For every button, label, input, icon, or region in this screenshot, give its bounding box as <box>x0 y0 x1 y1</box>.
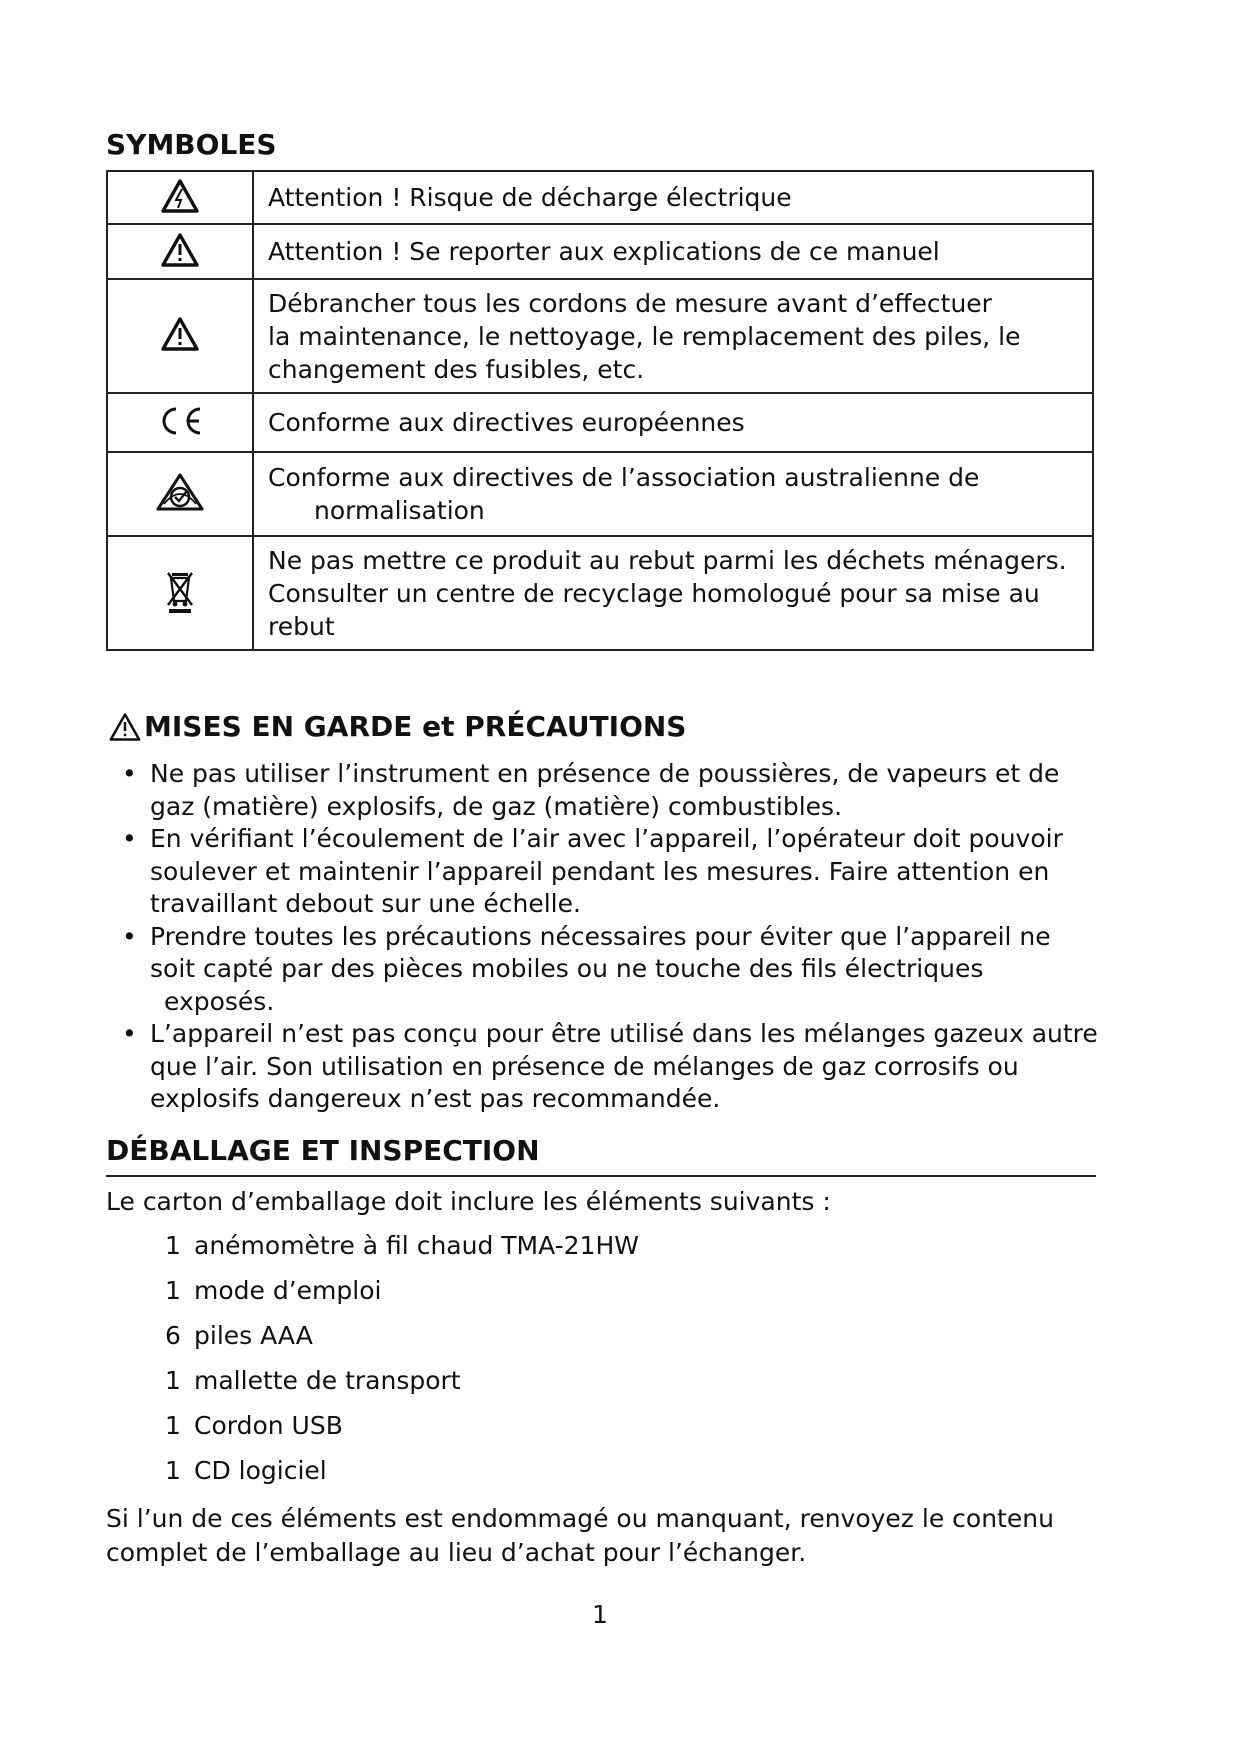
symbol-row <box>107 224 1093 279</box>
symbols-heading: SYMBOLES <box>106 128 277 161</box>
warnings-list <box>120 758 1100 1116</box>
symbol-description-line: normalisation <box>314 496 485 525</box>
electric-shock-warning-icon <box>160 178 200 214</box>
unpacking-closing <box>106 1502 1106 1570</box>
item-label: CD logiciel <box>194 1456 327 1485</box>
item-quantity: 6 <box>165 1321 181 1350</box>
symbol-row <box>107 452 1093 536</box>
item-quantity: 1 <box>165 1276 181 1305</box>
symbol-description: Attention ! Se reporter aux explications de ce manuel <box>268 237 940 266</box>
warnings-heading <box>108 710 686 743</box>
item-label: Cordon USB <box>194 1411 343 1440</box>
bullet: • <box>122 921 137 951</box>
symbol-description: Attention ! Risque de décharge électrique <box>268 183 792 212</box>
symbol-description-line: la maintenance, le nettoyage, le remplacement des piles, le <box>268 321 1021 351</box>
item-label: anémomètre à fil chaud TMA-21HW <box>194 1231 640 1260</box>
list-item-line: que l’air. Son utilisation en présence de mélanges de gaz corrosifs ou <box>150 1051 1019 1081</box>
list-item <box>120 1018 1100 1116</box>
list-item-line: soulever et maintenir l’appareil pendant les mesures. Faire attention en <box>150 856 1050 886</box>
symbol-description-line: Ne pas mettre ce produit au rebut parmi les déchets ménagers. <box>268 545 1067 575</box>
ce-mark-icon <box>156 405 204 437</box>
bullet: • <box>122 1019 137 1048</box>
symbol-description-line: changement des fusibles, etc. <box>268 354 645 384</box>
list-item-line: L’appareil n’est pas conçu pour être utilisé dans les mélanges gazeux autre <box>150 1019 1098 1048</box>
list-item <box>165 1455 639 1500</box>
list-item-line: Ne pas utiliser l’instrument en présence de poussières, de vapeurs et de <box>150 759 1060 788</box>
symbol-row <box>107 393 1093 452</box>
item-label: mallette de transport <box>194 1366 461 1395</box>
bullet: • <box>122 824 137 853</box>
warnings-heading-text: MISES EN GARDE et PRÉCAUTIONS <box>144 710 687 743</box>
list-item-line: soit capté par des pièces mobiles ou ne touche des fils électriques exposés. <box>150 954 984 1016</box>
list-item <box>165 1410 639 1455</box>
item-quantity: 1 <box>165 1456 181 1485</box>
caution-warning-icon <box>160 316 200 352</box>
unpacking-heading: DÉBALLAGE ET INSPECTION <box>106 1134 540 1167</box>
list-item <box>120 823 1100 921</box>
item-quantity: 1 <box>165 1411 181 1440</box>
unpacking-intro: Le carton d’emballage doit inclure les éléments suivants : <box>106 1187 831 1216</box>
list-item <box>165 1365 639 1410</box>
list-item <box>165 1230 639 1275</box>
item-quantity: 1 <box>165 1231 181 1260</box>
symbol-description-line: Consulter un centre de recyclage homologué pour sa mise au <box>268 578 1040 608</box>
weee-bin-icon <box>165 567 195 615</box>
caution-warning-icon <box>160 232 200 268</box>
symbols-table <box>106 170 1094 651</box>
package-contents-list <box>165 1230 639 1500</box>
symbol-row <box>107 279 1093 393</box>
item-quantity: 1 <box>165 1366 181 1395</box>
symbol-description-line: Conforme aux directives de l’association australienne de <box>268 463 980 492</box>
caution-warning-icon <box>108 712 142 742</box>
list-item-line: En vérifiant l’écoulement de l’air avec l’appareil, l’opérateur doit pouvoir <box>150 824 1063 853</box>
list-item <box>165 1320 639 1365</box>
symbol-row <box>107 536 1093 650</box>
list-item-line: gaz (matière) explosifs, de gaz (matière) combustibles. <box>150 791 843 821</box>
symbol-description: Conforme aux directives européennes <box>268 408 745 437</box>
item-label: piles AAA <box>194 1321 313 1350</box>
item-label: mode d’emploi <box>194 1276 382 1305</box>
closing-line: complet de l’emballage au lieu d’achat pour l’échanger. <box>106 1538 807 1567</box>
list-item-line: explosifs dangereux n’est pas recommandée. <box>150 1084 721 1113</box>
list-item-line: travaillant debout sur une échelle. <box>150 889 581 918</box>
section-divider <box>106 1175 1096 1177</box>
list-item <box>165 1275 639 1320</box>
symbol-description-line: Débrancher tous les cordons de mesure avant d’effectuer <box>268 288 992 318</box>
symbol-row <box>107 171 1093 224</box>
list-item <box>120 758 1100 823</box>
page-number: 1 <box>592 1600 608 1629</box>
rcm-mark-icon <box>155 472 205 512</box>
bullet: • <box>122 759 137 788</box>
list-item-line: Prendre toutes les précautions nécessaires pour éviter que l’appareil ne <box>150 921 1051 951</box>
symbol-description-line: rebut <box>268 611 335 641</box>
list-item <box>120 921 1100 1019</box>
closing-line: Si l’un de ces éléments est endommagé ou manquant, renvoyez le contenu <box>106 1504 1054 1533</box>
